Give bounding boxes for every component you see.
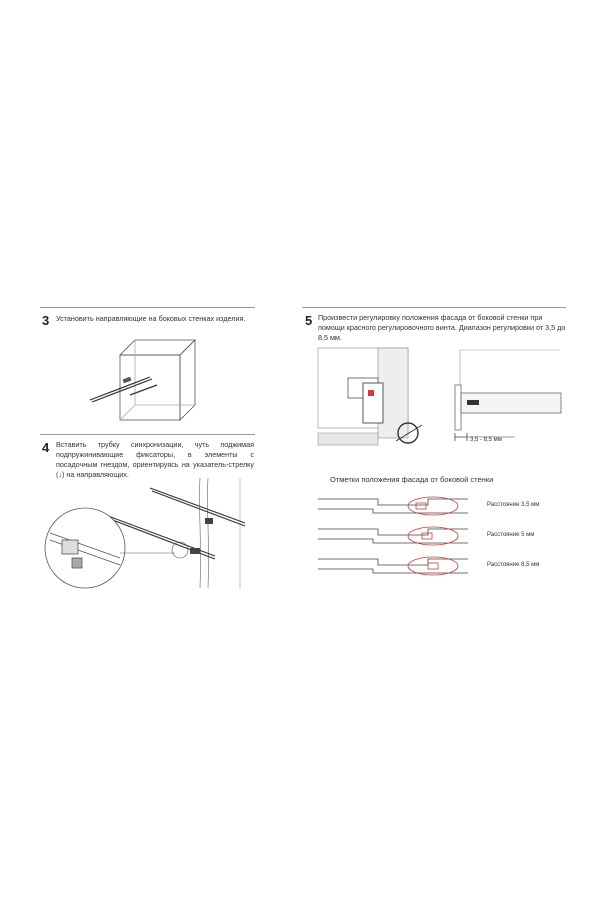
step5-plan-illustration <box>455 345 565 450</box>
mark-row-3-illustration <box>318 555 483 577</box>
step3-number: 3 <box>42 313 50 328</box>
mark-row-2-label: Расстояние 5 мм <box>487 532 535 538</box>
mark-row-1-illustration <box>318 495 483 517</box>
mark-row-1-label: Расстояние 3,5 мм <box>487 502 540 508</box>
mark-row-3-label: Расстояние 8,5 мм <box>487 562 540 568</box>
marks-title: Отметки положения фасада от боковой стенки <box>330 475 494 484</box>
step4-sync-tube-illustration <box>40 478 260 598</box>
step4-number: 4 <box>42 440 50 455</box>
step5-top-rule <box>302 307 566 308</box>
adjustment-range-label: 3,5 - 8,5 мм <box>470 437 502 443</box>
step3-cabinet-illustration <box>85 335 200 425</box>
step5-number: 5 <box>305 313 313 328</box>
step5-text: Произвести регулировку положения фасада от боковой стенки при помощи красного регулировочного винта. Диапазон регулировки от 3,5 до 8,5 мм. <box>318 313 566 342</box>
step3-text: Установить направляющие на боковых стенках изделия. <box>56 314 246 323</box>
step5-section-illustration <box>318 348 428 448</box>
step3-top-rule <box>40 307 255 308</box>
mark-row-2-illustration <box>318 525 483 547</box>
step4-text: Вставить трубку синхронизации, чуть поджимая подпружинивающие фиксаторы, в элементы с посадочным гнездом, ориентируясь на указатель-стрелку (↓) на направляющих. <box>56 440 254 479</box>
step4-top-rule <box>40 434 255 435</box>
